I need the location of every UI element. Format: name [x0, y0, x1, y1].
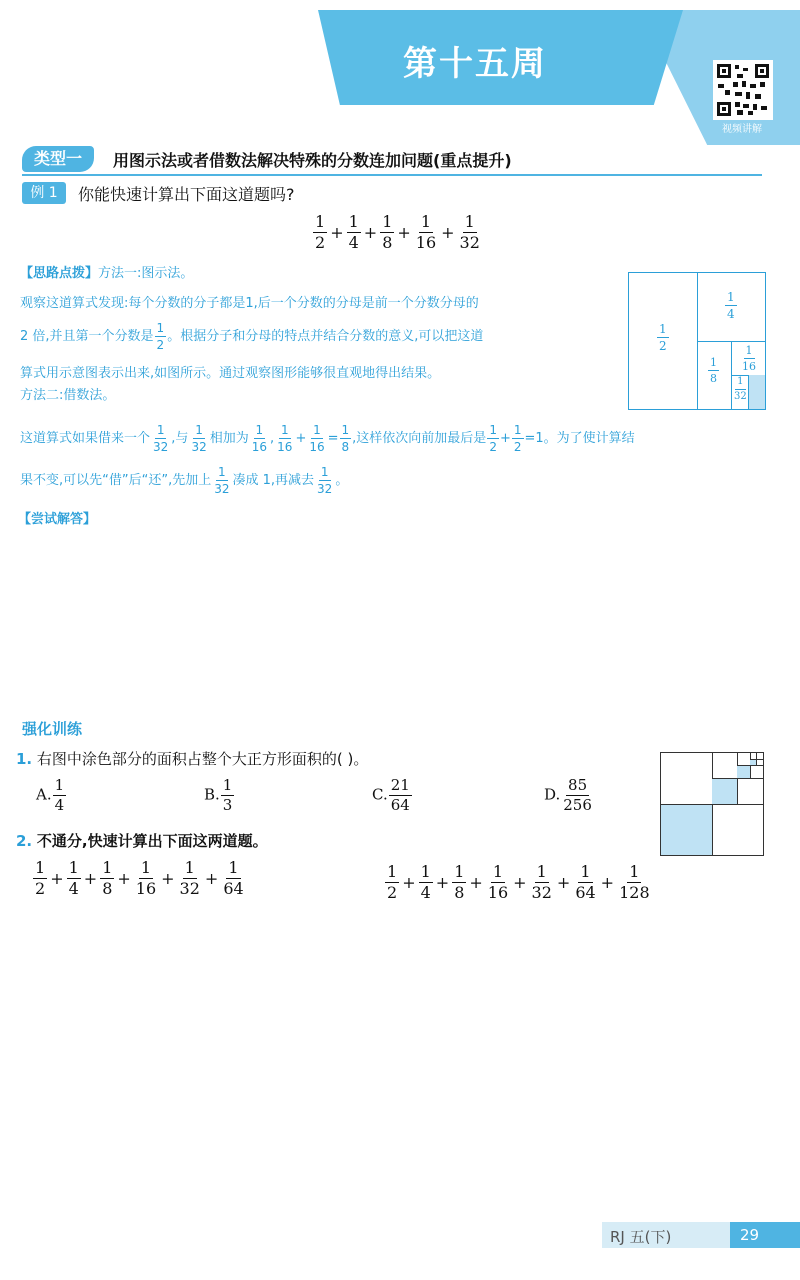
- q2-expression-2: $\frac{1}{2}$ + $\frac{1}{4}$ + $\frac{1}{8}$ + $\frac{1}{16}$ + $\frac{1}{32}$ + $\frac{1}{64}$ + $\frac{1}{128}$: [387, 862, 650, 902]
- hint-line-5: 果不变,可以先“借”后“还”,先加上 $\frac{1}{32}$ 凑成 1,再减去 $\frac{1}{32}$ 。: [20, 465, 349, 496]
- diagram-label-half: $\frac{1}{2}$: [659, 322, 667, 353]
- fraction: $\frac{1}{2}$: [513, 423, 522, 454]
- fraction: $\frac{1}{8}$: [382, 212, 393, 252]
- footer-book-label: RJ 五(下): [610, 1228, 672, 1246]
- fraction: $\frac{1}{2}$: [156, 321, 165, 352]
- method1-label: 方法一:图示法。: [98, 266, 194, 281]
- fraction: $\frac{1}{16}$: [251, 423, 268, 454]
- fraction: $\frac{1}{16}$: [277, 423, 293, 454]
- choice-c[interactable]: C. $\frac{21}{64}$: [372, 776, 410, 814]
- fraction: $\frac{1}{32}$: [191, 423, 207, 454]
- training-title: 强化训练: [22, 720, 83, 738]
- type-title: 用图示法或者借数法解决特殊的分数连加问题(重点提升): [113, 151, 512, 170]
- qr-label: 视频讲解: [722, 124, 762, 135]
- try-answer-label: 【尝试解答】: [18, 512, 97, 527]
- choice-b[interactable]: B. $\frac{1}{3}$: [204, 776, 233, 814]
- fraction-diagram: [628, 272, 766, 410]
- type-badge: 类型一: [22, 146, 94, 172]
- fraction: $\frac{1}{32}$: [153, 423, 169, 454]
- qr-code-icon[interactable]: [713, 60, 773, 120]
- diagram-label-quarter: $\frac{1}{4}$: [727, 290, 735, 321]
- hint-line-2: 2 倍,并且第一个分数是 $\frac{1}{2}$ 。根据分子和分母的特点并结合分数的意义,可以把这道: [20, 321, 484, 352]
- fraction: $\frac{1}{2}$: [489, 423, 497, 454]
- example-badge: 例 1: [22, 182, 66, 204]
- diagram-label-eighth: $\frac{1}{8}$: [710, 356, 717, 385]
- q2-expression-1: $\frac{1}{2}$ + $\frac{1}{4}$ + $\frac{1}{8}$ + $\frac{1}{16}$ + $\frac{1}{32}$ + $\frac{1}{64}$: [35, 858, 244, 898]
- diagram-label-sixteenth: $\frac{1}{16}$: [742, 344, 756, 373]
- question-2: 2. 不通分,快速计算出下面这两道题。: [16, 832, 268, 850]
- hint-line-1: 观察这道算式发现:每个分数的分子都是1,后一个分数的分母是前一个分数分母的: [20, 296, 479, 311]
- method2-label: 方法二:借数法。: [20, 388, 116, 403]
- fraction: $\frac{1}{16}$: [415, 212, 437, 252]
- page-number: 29: [740, 1226, 760, 1244]
- hint-line-3: 算式用示意图表示出来,如图所示。通过观察图形能够很直观地得出结果。: [20, 366, 441, 381]
- training-diagram: [660, 752, 764, 856]
- example-expression: $\frac{1}{2}$ + $\frac{1}{4}$ + $\frac{1}{8}$ + $\frac{1}{16}$ + $\frac{1}{32}$: [315, 212, 480, 252]
- choice-a[interactable]: A. $\frac{1}{4}$: [36, 776, 65, 814]
- fraction: $\frac{1}{16}$: [309, 423, 325, 454]
- hint-line-4: 这道算式如果借来一个 $\frac{1}{32}$ ,与 $\frac{1}{32}$ 相加为 $\frac{1}{16}$ , $\frac{1}{16}$ + $\frac{1}{16}$ = $\frac{1}{8}$ ,这样依次向前加最后是 $\frac{1}{2}$ + $\frac{1}{2}$ =1。为了使计算结: [20, 423, 635, 454]
- hint-heading: [20, 266, 193, 282]
- diagram-label-thirtysecond: $\frac{1}{32}$: [734, 376, 747, 402]
- fraction: $\frac{1}{32}$: [459, 212, 480, 252]
- fraction: $\frac{1}{2}$: [315, 212, 326, 252]
- fraction: $\frac{1}{4}$: [348, 212, 359, 252]
- fraction: $\frac{1}{32}$: [317, 465, 333, 496]
- page-title: 第十五周: [403, 44, 547, 84]
- fraction: $\frac{1}{32}$: [214, 465, 230, 496]
- hint-tag: 【思路点拨】: [20, 266, 99, 281]
- example-question: 你能快速计算出下面这道题吗?: [78, 185, 295, 204]
- choice-d[interactable]: D. $\frac{85}{256}$: [544, 776, 592, 814]
- fraction: $\frac{1}{8}$: [341, 423, 350, 454]
- question-1: 1. 右图中涂色部分的面积占整个大正方形面积的( )。: [16, 750, 369, 768]
- type-underline: [22, 174, 762, 176]
